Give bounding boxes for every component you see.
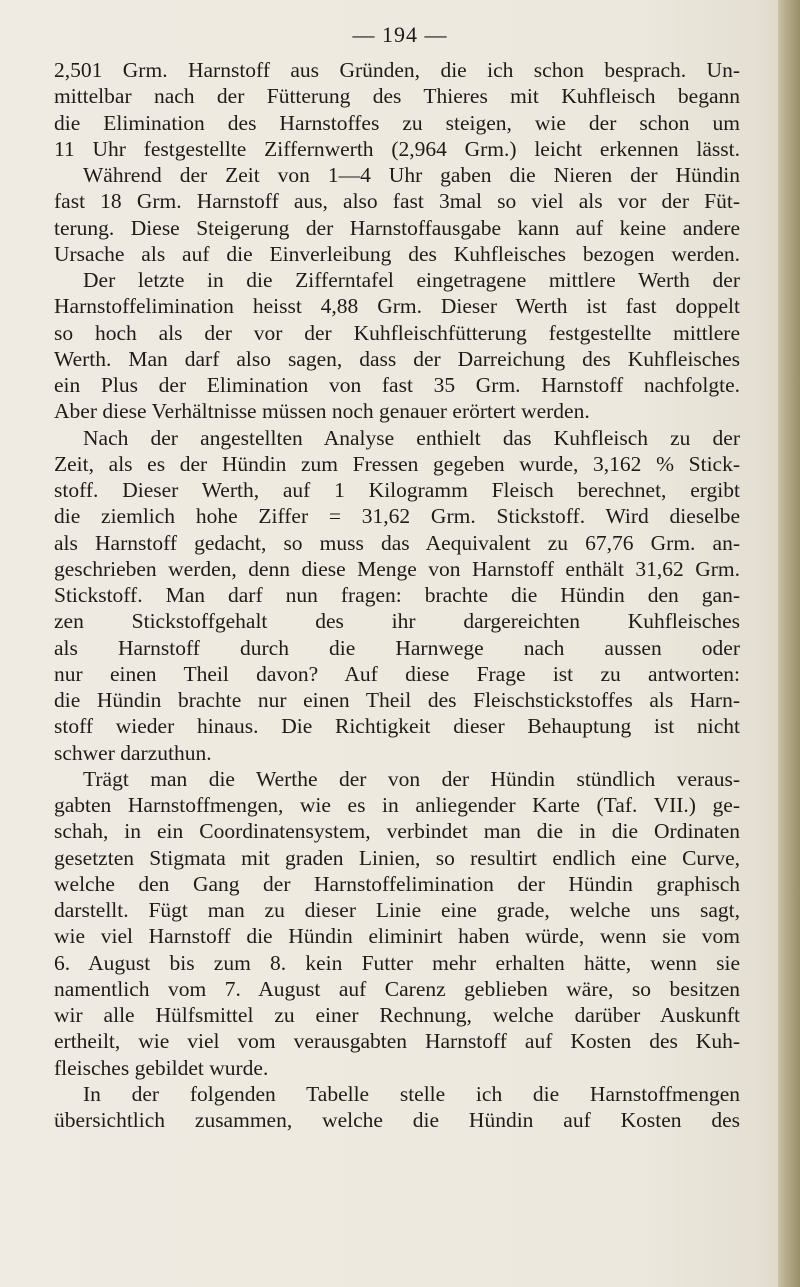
text-line: In der folgenden Tabelle stelle ich die Harnstoffmengen [83, 1081, 740, 1106]
text-line: Zeit, als es der Hündin zum Fressen gegeben wurde, 3,162 % Stick- [54, 451, 740, 476]
text-line: terung. Diese Steigerung der Harnstoffausgabe kann auf keine andere [54, 215, 740, 240]
text-line: Aber diese Verhältnisse müssen noch genauer erörtert werden. [54, 399, 590, 424]
text-line: als Harnstoff durch die Harnwege nach aussen oder [54, 635, 740, 660]
text-line: Ursache als auf die Einverleibung des Kuhfleisches bezogen werden. [54, 241, 740, 266]
text-line: geschrieben werden, denn diese Menge von Harnstoff enthält 31,62 Grm. [54, 556, 740, 581]
text-line: Stickstoff. Man darf nun fragen: brachte die Hündin den gan- [54, 583, 740, 607]
text-line: Werth. Man darf also sagen, dass der Darreichung des Kuhfleisches [54, 346, 740, 371]
text-line: 11 Uhr festgestellte Ziffernwerth (2,964 Grm.) leicht erkennen lässt. [54, 136, 740, 161]
text-line: Trägt man die Werthe der von der Hündin stündlich veraus- [83, 766, 740, 791]
text-line: so hoch als der vor der Kuhfleischfütterung festgestellte mittlere [54, 320, 740, 345]
text-line: Der letzte in die Zifferntafel eingetragene mittlere Werth der [83, 268, 740, 292]
text-line: wir alle Hülfsmittel zu einer Rechnung, welche darüber Auskunft [54, 1003, 740, 1027]
text-line: schah, in ein Coordinatensystem, verbindet man die in die Ordinaten [54, 819, 740, 844]
text-line: stoff wieder hinaus. Die Richtigkeit dieser Behauptung ist nicht [54, 714, 740, 739]
text-line: gesetzten Stigmata mit graden Linien, so resultirt endlich eine Curve, [54, 845, 740, 870]
text-line: als Harnstoff gedacht, so muss das Aequivalent zu 67,76 Grm. an- [54, 530, 740, 555]
text-line: welche den Gang der Harnstoffelimination der Hündin graphisch [54, 871, 740, 896]
text-line: mittelbar nach der Fütterung des Thieres mit Kuhfleisch begann [54, 84, 740, 109]
text-line: ein Plus der Elimination von fast 35 Grm. Harnstoff nachfolgte. [54, 373, 740, 397]
text-line: die ziemlich hohe Ziffer = 31,62 Grm. Stickstoff. Wird dieselbe [54, 504, 740, 529]
body-text [54, 57, 740, 1133]
text-line: Harnstoffelimination heisst 4,88 Grm. Dieser Werth ist fast doppelt [54, 294, 740, 319]
text-line: die Hündin brachte nur einen Theil des Fleischstickstoffes als Harn- [54, 688, 740, 712]
text-line: Nach der angestellten Analyse enthielt das Kuhfleisch zu der [83, 425, 740, 450]
page-edge-shadow [778, 0, 800, 1287]
text-line: Während der Zeit von 1—4 Uhr gaben die Nieren der Hündin [83, 163, 740, 187]
text-line: wie viel Harnstoff die Hündin eliminirt haben würde, wenn sie vom [54, 924, 740, 949]
text-line: zen Stickstoffgehalt des ihr dargereichten Kuhfleisches [54, 609, 740, 634]
text-line: übersichtlich zusammen, welche die Hündin auf Kosten des [54, 1108, 740, 1132]
text-line: schwer darzuthun. [54, 740, 212, 765]
text-line: stoff. Dieser Werth, auf 1 Kilogramm Fleisch berechnet, ergibt [54, 478, 740, 502]
text-line: fleisches gebildet wurde. [54, 1055, 269, 1080]
text-line: die Elimination des Harnstoffes zu steigen, wie der schon um [54, 110, 740, 135]
text-line: fast 18 Grm. Harnstoff aus, also fast 3mal so viel als vor der Füt- [54, 189, 740, 214]
text-line: darstellt. Fügt man zu dieser Linie eine grade, welche uns sagt, [54, 898, 740, 922]
text-line: nur einen Theil davon? Auf diese Frage ist zu antworten: [54, 661, 740, 686]
page-number: — 194 — [352, 22, 448, 47]
text-line: gabten Harnstoffmengen, wie es in anliegender Karte (Taf. VII.) ge- [54, 793, 740, 817]
text-line: ertheilt, wie viel vom verausgabten Harnstoff auf Kosten des Kuh- [54, 1029, 740, 1054]
text-line: 2,501 Grm. Harnstoff aus Gründen, die ich schon besprach. Un- [54, 58, 740, 82]
text-line: namentlich vom 7. August auf Carenz geblieben wäre, so besitzen [54, 976, 740, 1001]
text-line: 6. August bis zum 8. kein Futter mehr erhalten hätte, wenn sie [54, 950, 740, 975]
